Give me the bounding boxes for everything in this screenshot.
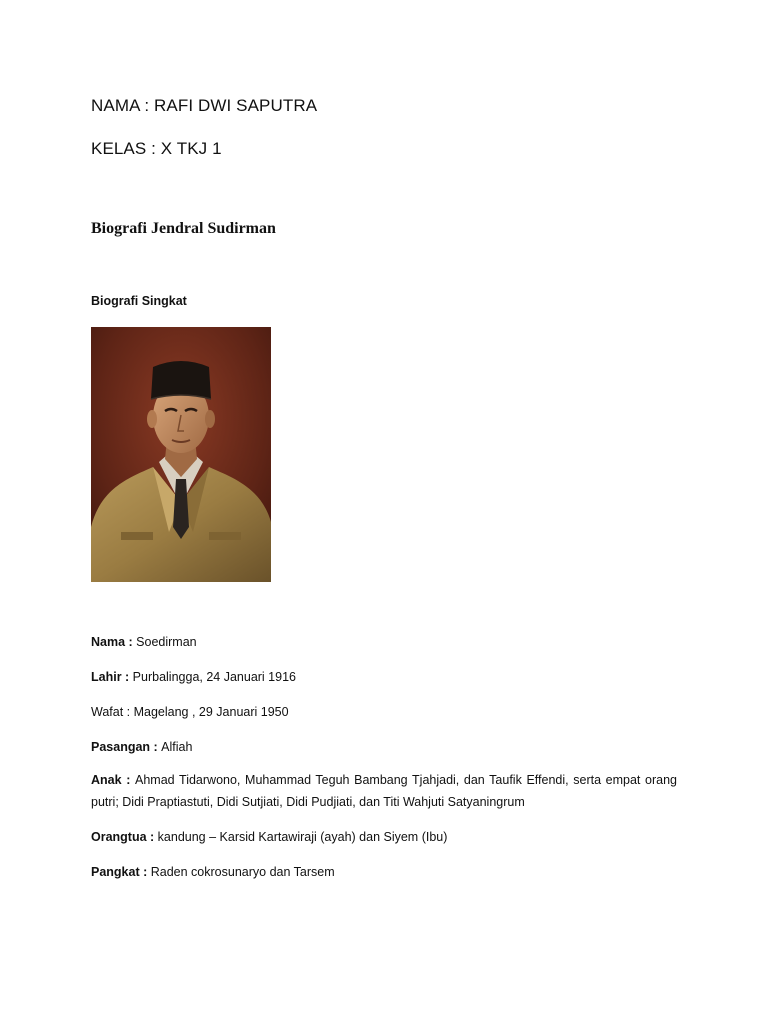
field-orangtua-value: kandung – Karsid Kartawiraji (ayah) dan Siyem (Ibu) xyxy=(157,830,448,844)
field-anak-label: Anak xyxy=(91,773,122,787)
field-nama-value: Soedirman xyxy=(136,635,197,649)
field-nama xyxy=(91,631,677,653)
field-anak xyxy=(91,769,677,813)
field-nama-label: Nama xyxy=(91,635,126,649)
field-lahir-value: Purbalingga, 24 Januari 1916 xyxy=(132,670,296,684)
field-separator: : xyxy=(146,830,158,844)
document-title: Biografi Jendral Sudirman xyxy=(91,220,276,237)
field-pangkat-label: Pangkat xyxy=(91,865,140,879)
field-separator: : xyxy=(121,670,133,684)
student-name-line: NAMA : RAFI DWI SAPUTRA xyxy=(91,96,318,115)
field-pangkat xyxy=(91,861,677,883)
field-lahir xyxy=(91,666,677,688)
field-pasangan-value: Alfiah xyxy=(161,740,193,754)
field-separator: : xyxy=(139,865,151,879)
field-anak-value: Ahmad Tidarwono, Muhammad Teguh Bambang Tjahjadi, dan Taufik Effendi, serta empat orang putri; Didi Praptiastuti, Didi Sutjiati, Didi Pudjiati, dan Titi Wahjuti Satyaningrum xyxy=(91,773,678,809)
field-wafat-label: Wafat xyxy=(91,705,124,719)
field-separator: : xyxy=(150,740,162,754)
portrait-photo-icon xyxy=(91,327,271,582)
field-orangtua xyxy=(91,826,677,848)
field-wafat-value: Magelang , 29 Januari 1950 xyxy=(133,705,289,719)
field-orangtua-label: Orangtua xyxy=(91,830,147,844)
field-pasangan-label: Pasangan xyxy=(91,740,151,754)
field-separator: : xyxy=(121,773,136,787)
field-separator: : xyxy=(123,705,134,719)
field-pangkat-value: Raden cokrosunaryo dan Tarsem xyxy=(150,865,335,879)
portrait-photo xyxy=(91,327,271,582)
field-lahir-label: Lahir xyxy=(91,670,122,684)
student-class-line: KELAS : X TKJ 1 xyxy=(91,139,222,158)
field-wafat xyxy=(91,701,677,723)
field-separator: : xyxy=(125,635,137,649)
field-pasangan xyxy=(91,736,677,758)
section-title: Biografi Singkat xyxy=(91,294,187,308)
